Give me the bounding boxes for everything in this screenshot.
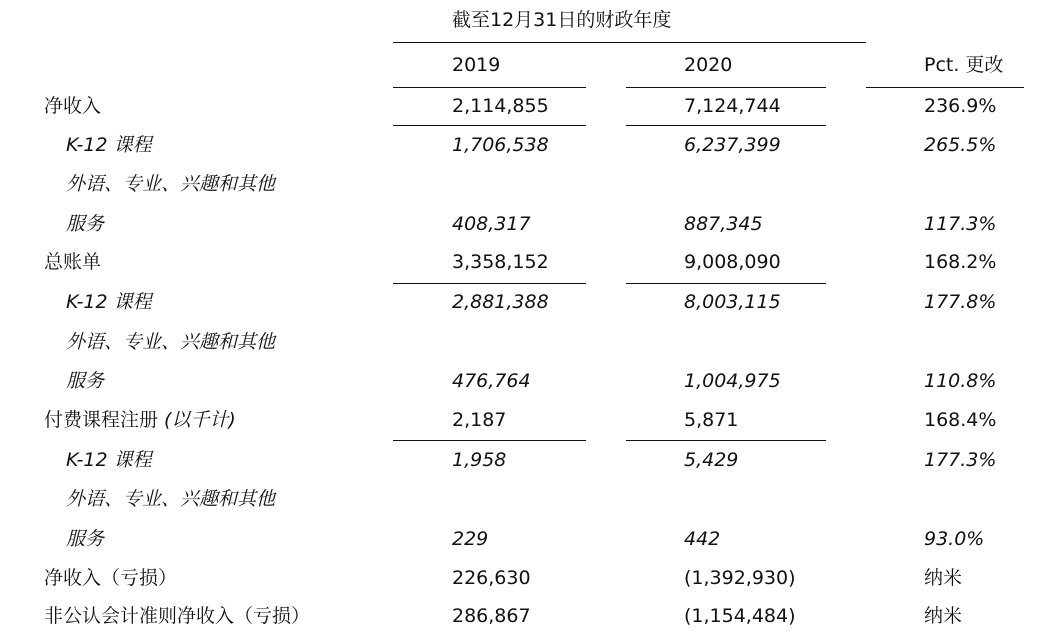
subtotal-rule-2020 <box>626 440 826 441</box>
row-value-2019: 229 <box>452 528 489 550</box>
row-value-2020: (1,392,930) <box>684 567 796 589</box>
row-value-2019: 2,114,855 <box>452 95 549 117</box>
row-value-2019: 408,317 <box>452 213 531 235</box>
header-rule-pct <box>866 87 1024 88</box>
row-label <box>44 411 236 430</box>
row-label: K-12 课程 <box>66 449 152 471</box>
header-rule-2019 <box>393 87 586 88</box>
row-value-pct: 纳米 <box>924 605 963 627</box>
row-label: 外语、专业、兴趣和其他 <box>66 173 276 195</box>
row-label: 外语、专业、兴趣和其他 <box>66 331 276 353</box>
subtotal-rule-2019 <box>393 440 586 441</box>
row-label: K-12 课程 <box>66 291 152 313</box>
header-top-rule <box>393 42 866 43</box>
row-label: 净收入 <box>44 95 102 117</box>
row-value-2019: 476,764 <box>452 370 531 392</box>
row-value-2020: 8,003,115 <box>684 291 781 313</box>
row-value-pct: 236.9% <box>924 95 997 117</box>
row-value-pct: 117.3% <box>924 213 997 235</box>
row-value-pct: 110.8% <box>924 370 997 392</box>
header-rule-2020 <box>626 87 826 88</box>
row-value-2020: 7,124,744 <box>684 95 781 117</box>
row-value-2020: (1,154,484) <box>684 605 796 627</box>
row-label: 非公认会计准则净收入（亏损） <box>44 605 311 627</box>
row-label: 服务 <box>66 213 105 235</box>
row-value-2019: 226,630 <box>452 567 531 589</box>
group-title: 截至12月31日的财政年度 <box>452 9 672 31</box>
row-label: 服务 <box>66 370 105 392</box>
row-label: 总账单 <box>44 251 102 273</box>
row-value-2020: 1,004,975 <box>684 370 781 392</box>
subtotal-rule-2019 <box>393 125 586 126</box>
row-value-2020: 5,871 <box>684 409 739 431</box>
row-label: 外语、专业、兴趣和其他 <box>66 488 276 510</box>
row-value-2019: 2,881,388 <box>452 291 549 313</box>
row-value-2020: 442 <box>684 528 721 550</box>
row-value-pct: 93.0% <box>924 528 985 550</box>
row-value-2020: 6,237,399 <box>684 134 781 156</box>
row-value-2020: 9,008,090 <box>684 251 781 273</box>
subtotal-rule-2020 <box>626 283 826 284</box>
row-value-pct: 168.4% <box>924 409 997 431</box>
column-header-pct-change: Pct. 更改 <box>924 54 1004 76</box>
row-value-pct: 177.8% <box>924 291 997 313</box>
subtotal-rule-2019 <box>393 283 586 284</box>
row-label-text: 付费课程注册 <box>44 409 159 431</box>
row-value-pct: 265.5% <box>924 134 997 156</box>
row-value-2020: 887,345 <box>684 213 763 235</box>
row-value-pct: 纳米 <box>924 567 963 589</box>
row-label: 服务 <box>66 528 105 550</box>
row-label: 净收入（亏损） <box>44 567 178 589</box>
row-label-note: (以千计) <box>164 409 236 431</box>
row-value-pct: 168.2% <box>924 251 997 273</box>
row-value-2019: 1,706,538 <box>452 134 549 156</box>
row-value-2020: 5,429 <box>684 449 739 471</box>
row-value-pct: 177.3% <box>924 449 997 471</box>
row-value-2019: 1,958 <box>452 449 507 471</box>
row-value-2019: 286,867 <box>452 605 531 627</box>
column-header-2019: 2019 <box>452 54 501 76</box>
column-header-2020: 2020 <box>684 54 733 76</box>
row-value-2019: 2,187 <box>452 409 507 431</box>
row-label: K-12 课程 <box>66 134 152 156</box>
row-value-2019: 3,358,152 <box>452 251 549 273</box>
subtotal-rule-2020 <box>626 125 826 126</box>
